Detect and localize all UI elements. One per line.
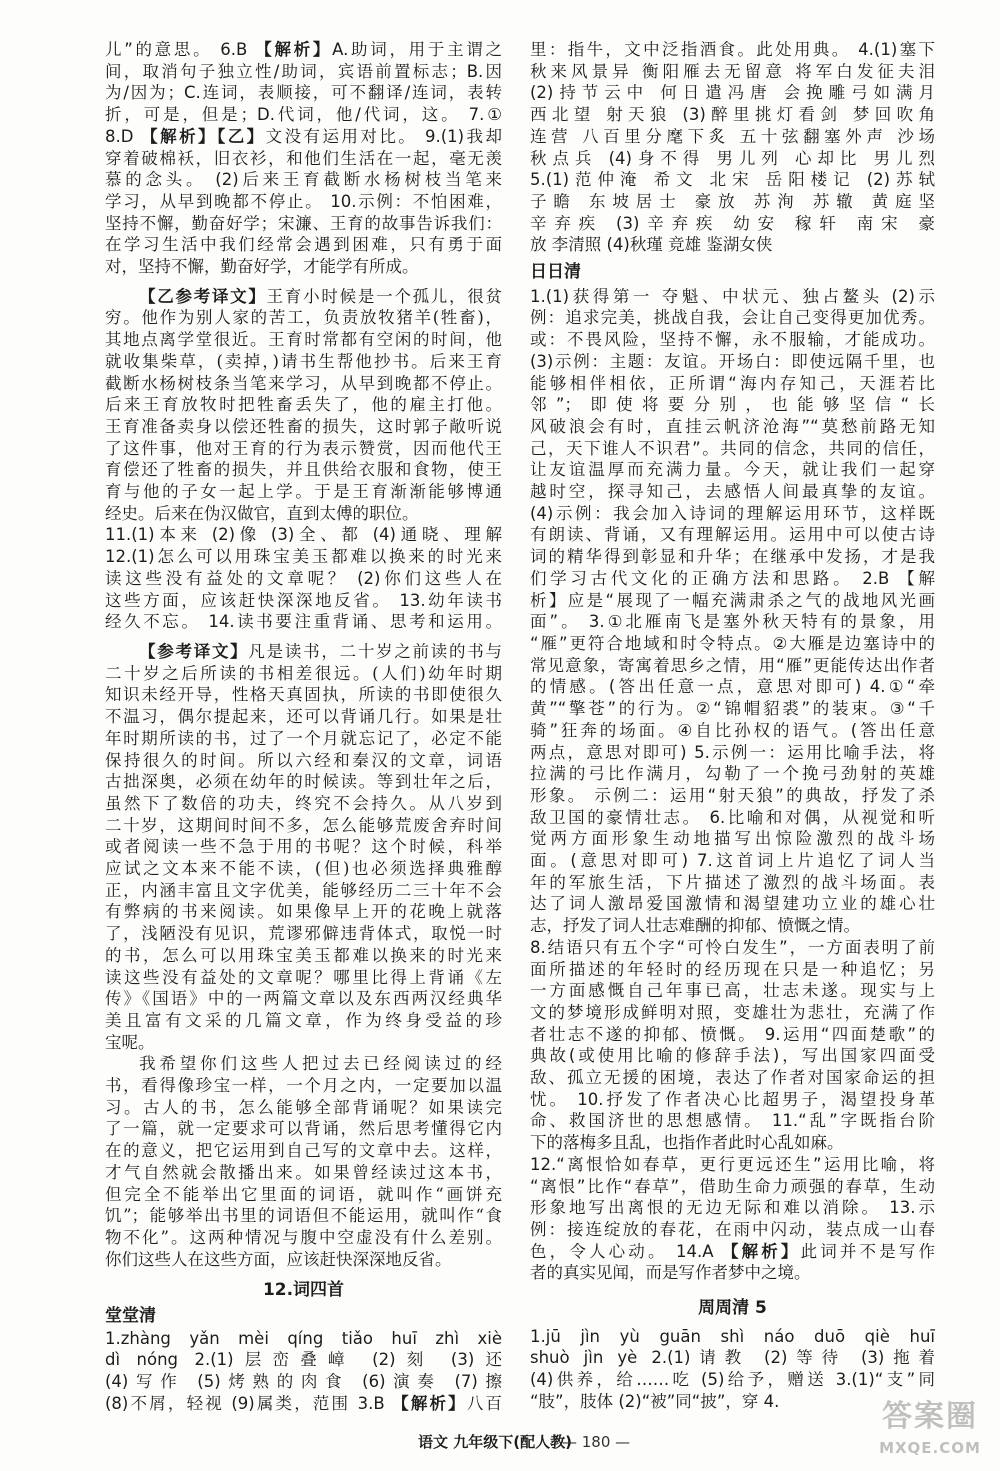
answer-line: 慕的念头。 (2)后来王育截断水杨树枝当笔来: [105, 170, 502, 190]
answer-line: 你们这些人在这些方面，应该赶快深深地反省。: [105, 1249, 452, 1269]
answer-line: 有弊病的书来阅读。如果像早上开的花晚上就落: [105, 902, 502, 922]
answer-line: 年时期所读的书，过了一个月就忘记了，必定不能: [105, 728, 502, 748]
answer-line: 1.zhàng yǎn mèi qíng tiǎo huī zhì xiè: [105, 1328, 502, 1348]
answer-line: 5.(1)范仲淹 希文 北宋 岳阳楼记 (2)苏轼: [530, 170, 935, 190]
footer-page-number: — 180 —: [562, 1433, 631, 1451]
answer-line: 我希望你们这些人把过去已经阅读过的经: [139, 1054, 502, 1074]
answer-line: 有朗读、背诵，又有理解运用。运用中可以使古诗: [530, 525, 935, 545]
answer-line: 辛弃疾 (3)辛弃疾 幼安 稼轩 南宋 豪: [530, 213, 935, 233]
answer-line: 连营 八百里分麾下炙 五十弦翻塞外声 沙场: [530, 126, 935, 146]
answer-line: 面”。 3.①北雁南飞是塞外秋天特有的景象，用: [530, 612, 935, 632]
answer-line: 命、救国济世的思想感情。 11.“乱”字既指台阶: [530, 1111, 935, 1131]
answer-line: 词的精华得到彰显和升华；在继承中发扬，才是我: [530, 547, 935, 567]
answer-line: 常见意象，寄寓着思乡之情，用“雁”更能传达出作者: [530, 655, 935, 675]
left-column: [105, 39, 502, 1415]
answer-line: 【乙参考译文】王育小时候是一个孤儿，很贫: [139, 286, 503, 306]
answer-line: 文的梦境形成鲜明对照，变雄壮为悲壮，充满了作: [530, 1002, 935, 1022]
answer-line: 典故(或使用比喻的修辞手法)，写出国家四面受: [530, 1046, 935, 1066]
answer-line: 者壮志不遂的抑郁、愤慨。 9.运用“四面楚歌”的: [530, 1024, 935, 1044]
answer-line: 对，坚持不懈，勤奋好学，才能学有所成。: [105, 257, 419, 277]
answer-line: 达了词人激昂爱国激情和渴望建功立业的雄心壮: [530, 894, 935, 914]
answer-line: 1.jū jìn yù guān shì náo duō qiè huī: [530, 1326, 935, 1346]
answer-line: 物不化”。这两种情况与腹中空虚没有什么差别。: [105, 1227, 502, 1247]
answer-line: 这些方面，应该赶快深深地反省。 13.幼年读书: [105, 590, 502, 610]
answer-line: 年的军旅生活，下片描述了激烈的战斗场面。表: [530, 872, 935, 892]
answer-line: 但完全不能举出它里面的词语，就叫作“画饼充: [105, 1184, 502, 1204]
answer-line: 面所描述的年轻时的经历现在只是一种追忆；另: [530, 959, 935, 979]
answer-line: 能够相伴相依，正所谓“海内存知己，天涯若比: [530, 373, 935, 393]
answer-line: 忧。 10.抒发了作者决心比超男子，渴望投身革: [530, 1089, 935, 1109]
answer-line: shuò jìn yè 2.(1)请教 (2)等待 (3)拖着: [530, 1348, 935, 1368]
answer-line: 西北望 射天狼 (3)醉里挑灯看剑 梦回吹角: [530, 105, 935, 125]
answer-line: 形象。 示例二：运用“射天狼”的典故，抒发了杀: [530, 785, 935, 805]
answer-line: (3)示例：主题：友谊。开场白：即使远隔千里，也: [530, 351, 935, 371]
answer-line: 或者阅读一些不急于用的书呢？这个时候，科举: [105, 837, 502, 857]
answer-line: 两点，意思对即可) 5.示例一：运用比喻手法，将: [530, 742, 935, 762]
answer-line: 不温习，偶尔提起来，还可以背诵几行。如果是壮: [105, 707, 502, 727]
answer-line: 里：指牛，文中泛指酒食。此处用典。 4.(1)塞下: [530, 40, 935, 59]
answer-line: 才气自然就会散播出来。如果曾经读过这本书，: [105, 1162, 502, 1182]
answer-line: 一方面感慨自己年事已高，壮志未遂。现实与上: [530, 981, 935, 1001]
answer-line: “离恨”比作“春草”，借助生命力顽强的春草，生动: [530, 1176, 935, 1196]
answer-line: 在的意义，把它运用到自己写的文章中去。这样，: [105, 1141, 502, 1161]
answer-line: 书，看得像珍宝一样，一个月之内，一定要加以温: [105, 1076, 502, 1096]
answer-line: 古拙深奥，必须在幼年的时候读。等到壮年之后，: [105, 772, 502, 792]
answer-line: 就收集柴草，(卖掉，)请书生帮他抄书。后来王育: [105, 351, 502, 371]
answer-line: 的情感。(答出任意一点，意思对即可) 4.①“牵: [530, 677, 935, 697]
footer-subject: 语文 九年级下(配人教): [418, 1433, 572, 1451]
answer-line: 8.D 【解析】【乙】文没有运用对比。 9.(1)我却: [105, 126, 502, 146]
answer-line: 12.“离恨恰如春草，更行更远还生”运用比喻，将: [530, 1154, 935, 1174]
answer-line: 骑”狂奔的场面。④自比孙权的语气。(答出任意: [530, 720, 935, 740]
answer-line: 敌、孤立无援的困境，表达了作者对国家命运的担: [530, 1068, 935, 1088]
answer-line: 饥”；能够举出书里的词语但不能运用，就叫作“食: [105, 1206, 502, 1226]
answer-line: 王育准备卖身以偿还牲畜的损失，这时郭子敞听说: [105, 416, 502, 436]
answer-line: 下的落梅多且乱，也指作者此时心乱如麻。: [530, 1133, 844, 1153]
answer-line: 读这些没有益处的文章呢？ (2)你们这些人在: [105, 568, 502, 588]
answer-line: 志，抒发了词人壮志难酬的抑郁、愤慨之情。: [530, 916, 860, 936]
answer-line: 析】应是“展现了一幅充满肃杀之气的战地风光画: [530, 590, 935, 610]
answer-line: 二十岁，这期间时间不多，怎么能够荒废舍弃时间: [105, 815, 502, 835]
answer-line: 读这些没有益处的文章呢？哪里比得上背诵《左: [105, 967, 502, 987]
answer-line: 子瞻 东坡居士 豪放 苏洵 苏辙 黄庭坚: [530, 191, 935, 211]
answer-line: 秋点兵 (4)身不得 男儿列 心却比 男儿烈: [530, 148, 935, 168]
answer-line: 应试之文本来不能不读，(但)也必须选择典雅醇: [105, 859, 502, 879]
answer-line: 敌卫国的豪情壮志。 6.比喻和对偶，从视觉和听: [530, 807, 935, 827]
answer-line: 育偿还了牲畜的损失，并且供给衣服和食物，使王: [105, 460, 502, 480]
watermark-site: MXQE.COM: [879, 1439, 981, 1457]
answer-line: (4)示例：我会加入诗词的理解运用环节，这样既: [530, 503, 935, 523]
answer-line: 邻”；即使将要分别，也能够坚信“长: [530, 395, 935, 415]
section-heading: 日日清: [530, 262, 581, 283]
answer-line: 坚持不懈，勤奋好学；宋濂、王育的故事告诉我们：: [105, 213, 502, 233]
answer-line: 为/因为；C.连词，表顺接，可不翻译/连词，表转: [105, 83, 502, 103]
answer-line: 8.结语只有五个字“可怜白发生”，一方面表明了前: [530, 937, 935, 957]
answer-line: “雁”更符合地域和时令特点。②大雁是边塞诗中的: [530, 633, 935, 653]
answer-line: 们学习古代文化的正确方法和思路。 2.B 【解: [530, 568, 935, 588]
answer-line: (4)写作 (5)烤熟的肉食 (6)演奏 (7)擦: [105, 1372, 502, 1392]
answer-line: 折，可是，但是；D.代词，他/代词，这。 7.①: [105, 105, 502, 125]
answer-line: 色，令人心动。 14.A 【解析】此词并不是写作: [530, 1241, 935, 1261]
answer-line: 风破浪会有时，直挂云帆济沧海”“莫愁前路无知: [530, 416, 935, 436]
answer-line: 育与他的子女一起上学。于是王育渐渐能够博通: [105, 482, 502, 502]
section-heading: 堂堂清: [105, 1306, 156, 1327]
answer-line: 习。古人的书，怎么能够全部背诵呢？如果读完: [105, 1097, 502, 1117]
answer-line: 了这件事，他对王育的行为表示赞赏，因而他代王: [105, 438, 502, 458]
answer-line: 11.(1)本来 (2)像 (3)全、都 (4)通晓、理解: [105, 525, 502, 545]
answer-line: 例：追求完美，挑战自我，会让自己变得更加优秀。: [530, 308, 935, 328]
answer-line: 儿”的意思。 6.B 【解析】A.助词，用于主谓之: [105, 40, 502, 59]
answer-line: 让友谊温厚而充满力量。今天，就让我们一起穿: [530, 460, 935, 480]
answer-line: 1.(1)获得第一 夺魁、中状元、独占鳌头 (2)示: [530, 286, 935, 306]
answer-line: 虽然下了数倍的功夫，终究不会持久。从八岁到: [105, 793, 502, 813]
answer-line: 黄”“擎苍”的行为。②“锦帽貂裘”的装束。③“千: [530, 699, 935, 719]
answer-line: 学习，从早到晚都不停止。 10.示例：不怕困难，: [105, 191, 502, 211]
answer-line: 越时空，探寻知己，去感悟人间最真挚的友谊。: [530, 482, 935, 502]
answer-line: 二十岁之后所读的书相差很远。(人们)幼年时期: [105, 663, 502, 683]
answer-line: “肢”，肢体 (2)“被”同“披”，穿 4.: [530, 1391, 780, 1411]
answer-line: (2)持节云中 何日遣冯唐 会挽雕弓如满月: [530, 83, 935, 103]
answer-line: (4)供养，给……吃 (5)给予，赠送 3.(1)“支”同: [530, 1370, 935, 1390]
answer-line: 后来王育放牧时把牲畜丢失了，他的雇主打他。: [105, 395, 502, 415]
answer-line: 宝呢。: [105, 1032, 155, 1052]
answer-line: 或：不畏风险，坚持不懈，永不服输，才能成功。: [530, 330, 935, 350]
answer-line: 间，取消句子独立性/助词，宾语前置标志；B.因: [105, 61, 502, 81]
answer-line: 正，内涵丰富且文字优美，能够经历二三十年不会: [105, 880, 502, 900]
answer-line: 穿着破棉袄，旧衣衫，和他们生活在一起，毫无羡: [105, 148, 502, 168]
answer-line: 传》《国语》中的一两篇文章以及东西两汉经典华: [105, 989, 502, 1009]
answer-line: 形象地写出离恨的无边无际和难以消除。 13.示: [530, 1198, 935, 1218]
section-heading: 周周清 5: [698, 1298, 767, 1319]
answer-line: 截断水杨树枝条当笔来学习，从早到晚都不停止。: [105, 373, 502, 393]
answer-line: (8)不屑，轻视 (9)属类，范围 3.B 【解析】八百: [105, 1393, 503, 1413]
answer-line: 美且富有文采的几篇文章，作为终身受益的珍: [105, 1010, 502, 1030]
answer-line: 了，浅陋没有见识，荒谬邪僻违背体式，取悦一时: [105, 924, 502, 944]
answer-line: 秋来风景异 衡阳雁去无留意 将军白发征夫泪: [530, 61, 935, 81]
watermark-logo: [868, 1396, 992, 1466]
answer-line: 拉满的弓比作满月，勾勒了一个挽弓劲射的英雄: [530, 764, 935, 784]
answer-line: 经史。后来在伪汉做官，直到太傅的职位。: [105, 503, 419, 523]
answer-line: 其地点离学堂很近。王育时常都有空闲的时间，他: [105, 330, 502, 350]
answer-line: 【参考译文】凡是读书，二十岁之前读的书与: [139, 641, 503, 661]
right-column: [530, 39, 935, 1413]
answer-line: dì nóng 2.(1)层峦叠嶂 (2)刻 (3)还: [105, 1350, 502, 1370]
answer-line: 在学习生活中我们经常会遇到困难，只有勇于面: [105, 235, 502, 255]
section-heading: 12.词四首: [262, 1280, 345, 1301]
answer-line: 保持很久的时间。所以六经和秦汉的文章，词语: [105, 750, 502, 770]
answer-line: 面。(意思对即可) 7.这首词上片追忆了词人当: [530, 851, 935, 871]
answer-line: 穷。他作为别人家的苦工，负责放牧猪羊(牲畜)，: [105, 308, 502, 328]
answer-line: 的书，怎么可以用珠宝美玉都难以换来的时光来: [105, 945, 502, 965]
answer-line: 了一篇，就一定要求可以背诵，然后思考懂得它内: [105, 1119, 502, 1139]
answer-line: 12.(1)怎么可以用珠宝美玉都难以换来的时光来: [105, 547, 502, 567]
answer-line: 经久不忘。 14.读书要注重背诵、思考和运用。: [105, 612, 502, 632]
answer-line: 者的真实见闻，而是写作者梦中之境。: [530, 1263, 811, 1283]
answer-line: 觉两方面形象生动地描写出惊险激烈的战斗场: [530, 829, 935, 849]
answer-line: 放 李清照 (4)秋瑾 竞雄 鉴湖女侠: [530, 235, 773, 255]
watermark-logo-text: 答案圈: [882, 1399, 978, 1434]
answer-line: 例：接连绽放的春花，在雨中闪动，装点成一山春: [530, 1219, 935, 1239]
answer-line: 己，天下谁人不识君”。共同的信念，共同的信任，: [530, 438, 935, 458]
answer-line: 知识未经开导，性格天真固执，所读的书即使很久: [105, 685, 502, 705]
